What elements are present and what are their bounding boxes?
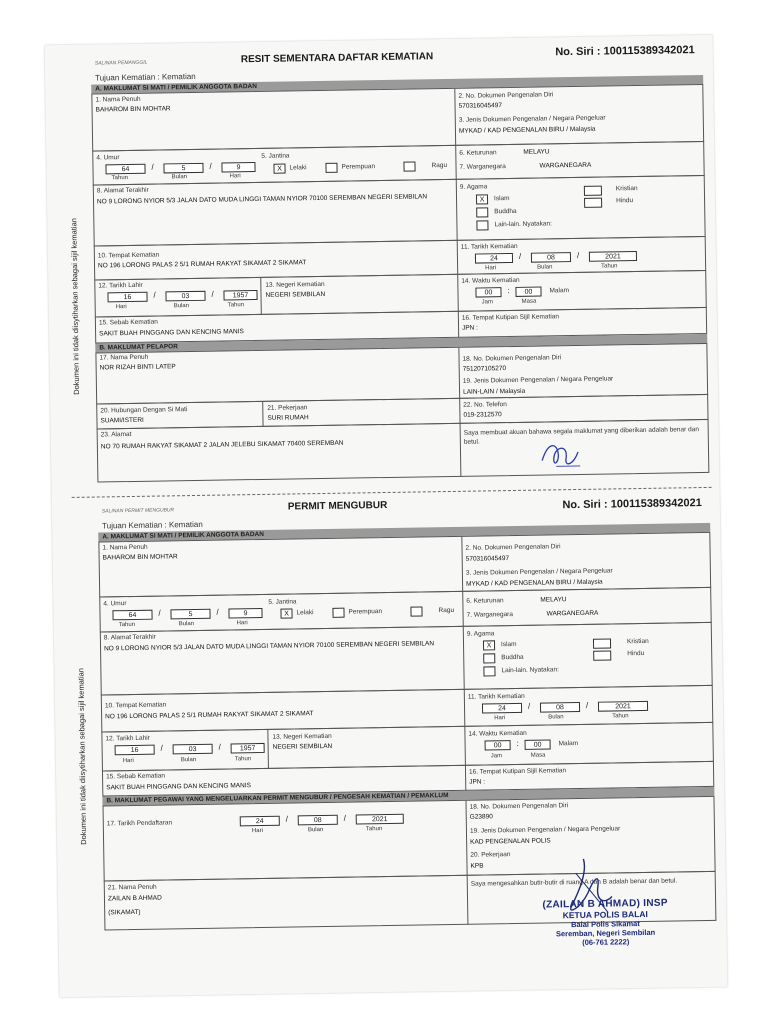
permit-cap-bulan: Bulan — [548, 714, 564, 721]
permit-slash: / — [160, 743, 163, 753]
permit-label-dok: 2. No. Dokumen Pengenalan Diri — [465, 543, 561, 552]
permit-death-place: NO 196 LORONG PALAS 2 5/1 RUMAH RAKYAT SIKAMAT 2 SIKAMAT — [105, 710, 314, 721]
resit-serial-number: No. Siri : 100115389342021 — [555, 44, 695, 59]
permit-divider — [267, 730, 269, 769]
permit-ethnic-cell — [462, 588, 713, 627]
stamp-line-4: Seremban, Negeri Sembilan — [555, 927, 656, 939]
permit-cap-tahun: Tahun — [118, 621, 136, 629]
permit-deceased-address: NO 9 LORONG NYIOR 5/3 JALAN DATO MUDA LINGGI TAMAN NYIOR 70100 SEREMBAN NEGERI SEMBILAN — [103, 640, 435, 653]
permit-checkbox-islam: X — [483, 640, 495, 650]
resit-label-20: 20. Hubungan Dengan Si Mati — [100, 406, 188, 415]
permit-checkbox-perempuan — [332, 608, 344, 618]
resit-label-jantina: 5. Jantina — [261, 152, 290, 160]
permit-label-alamat: 8. Alamat Terakhir — [103, 633, 156, 642]
resit-checkbox-kristian — [584, 186, 602, 196]
resit-death-cause: SAKIT BUAH PINGGANG DAN KENCING MANIS — [99, 328, 244, 338]
permit-label-hindu: Hindu — [627, 649, 645, 658]
permit-jpn: JPN : — [469, 778, 486, 786]
resit-declaration: Saya membuat akuan bahawa segala maklumat yang diberikan adalah benar dan betul. — [463, 426, 699, 446]
resit-death-month: 08 — [531, 252, 571, 263]
resit-cap-bulan: Bulan — [171, 174, 188, 181]
resit-checkbox-lain — [476, 220, 488, 230]
resit-age-months: 5 — [163, 163, 203, 174]
permit-label-agama: 9. Agama — [466, 630, 495, 638]
resit-row-address — [93, 175, 706, 247]
resit-label-dok: 2. No. Dokumen Pengenalan Diri — [458, 91, 554, 100]
resit-label-tempat: 10. Tempat Kematian — [97, 251, 160, 260]
resit-label-21: 21. Pekerjaan — [267, 404, 308, 412]
permit-serial-number: No. Siri : 100115389342021 — [562, 497, 702, 512]
resit-label-waktu: 14. Waktu Kematian — [461, 276, 520, 285]
permit-label-lain: Lain-lain. Nyatakan: — [501, 666, 559, 675]
permit-age-years: 64 — [112, 610, 152, 621]
permit-cap-hari: Hari — [236, 620, 248, 627]
resit-label-22: 22. No. Telefon — [463, 401, 507, 409]
permit-checkbox-kristian — [593, 638, 611, 648]
permit-slash: / — [527, 701, 531, 711]
permit-label-kristian: Kristian — [626, 637, 649, 646]
resit-dob-year: 1957 — [223, 290, 257, 301]
resit-cap-jam: Jam — [481, 299, 494, 306]
permit-label-perempuan: Perempuan — [348, 608, 383, 616]
permit-label-malam: Malam — [558, 740, 579, 748]
permit-cap-hari: Hari — [251, 827, 263, 835]
resit-label-sebab: 15. Sebab Kematian — [98, 318, 158, 327]
permit-slash: / — [343, 813, 347, 823]
resit-occupation: SURI RUMAH — [267, 414, 309, 422]
resit-death-place: NO 196 LORONG PALAS 2 5/1 RUMAH RAKYAT SIKAMAT 2 SIKAMAT — [97, 259, 307, 270]
permit-section-b-bar: B. MAKLUMAT PEGAWAI YANG MENGELUARKAN PERMIT MENGUBUR / PENGESAH KEMATIAN / PEMAKLUM — [102, 787, 714, 806]
permit-checkbox-lain — [483, 666, 495, 676]
permit-checkbox-hindu — [593, 650, 611, 660]
permit-label-nama: 1. Nama Penuh — [102, 543, 148, 552]
permit-section-a-bar: A. MAKLUMAT SI MATI / PEMILIK ANGGOTA BADAN — [98, 523, 710, 542]
permit-cap-masa: Masa — [530, 752, 546, 759]
permit-slash: / — [158, 608, 161, 618]
resit-deceased-name: BAHAROM BIN MOHTAR — [95, 105, 171, 114]
permit-deceased-id: 570316045497 — [465, 555, 510, 563]
resit-age-days: 9 — [221, 162, 255, 173]
permit-death-month: 08 — [540, 702, 580, 713]
permit-cap-hari: Hari — [122, 757, 134, 765]
resit-cap-hari: Hari — [229, 173, 241, 180]
permit-label-ragu: Ragu — [438, 606, 455, 615]
resit-label-17: 17. Nama Penuh — [99, 353, 149, 362]
resit-label-malam: Malam — [549, 287, 570, 295]
permit-label-tempat: 10. Tempat Kematian — [104, 701, 167, 710]
resit-cap-tahun: Tahun — [601, 263, 618, 270]
permit-label-umur: 4. Umur — [103, 600, 127, 608]
permit-officer-occupation: KPB — [470, 862, 484, 870]
permit-checkbox-lelaki: X — [280, 608, 292, 618]
resit-death-year: 2021 — [589, 251, 637, 262]
resit-label-tarikh-lahir: 12. Tarikh Lahir — [98, 281, 143, 290]
permit-label-buddha: Buddha — [501, 653, 524, 662]
permit-tujuan: Tujuan Kematian : Kematian — [102, 519, 203, 531]
permit-slash: / — [285, 814, 289, 824]
permit-verification: Saya mengesahkan butir-butir di ruang A dan B adalah benar dan betul. — [470, 877, 678, 888]
permit-time-minute: 00 — [525, 739, 551, 749]
resit-label-negeri: 13. Negeri Kematian — [265, 280, 325, 289]
permit-death-cause: SAKIT BUAH PINGGANG DAN KENCING MANIS — [106, 782, 251, 792]
resit-label-nama: 1. Nama Penuh — [95, 95, 141, 104]
permit-cap-tahun: Tahun — [612, 713, 629, 720]
resit-jpn: JPN : — [462, 324, 479, 332]
resit-time-hour: 00 — [475, 287, 501, 297]
side-note-top: Dokumen ini tidak diisytiharkan sebagai sijil kematian — [69, 218, 82, 395]
permit-officer-id: G23890 — [469, 813, 493, 821]
resit-checkbox-buddha — [476, 207, 488, 217]
resit-reporter-name: NOR RIZAH BINTI LATEP — [99, 363, 176, 372]
permit-label-negeri: 13. Negeri Kematian — [272, 732, 332, 741]
permit-cap-bulan: Bulan — [307, 827, 324, 834]
resit-label-kristian: Kristian — [615, 185, 638, 193]
permit-age-months: 5 — [170, 609, 210, 620]
permit-checkbox-buddha — [483, 653, 495, 663]
resit-ethnicity: MELAYU — [523, 148, 550, 156]
resit-checkbox-perempuan — [325, 163, 337, 173]
resit-label-lain: Lain-lain. Nyatakan: — [494, 220, 552, 229]
permit-label-waktu: 14. Waktu Kematian — [468, 729, 527, 738]
resit-cap-hari: Hari — [485, 265, 497, 272]
resit-checkbox-ragu — [403, 161, 415, 171]
permit-reg-month: 08 — [298, 815, 338, 826]
resit-citizenship: WARGANEGARA — [539, 161, 592, 170]
resit-label-perempuan: Perempuan — [341, 163, 376, 171]
permit-title: PERMIT MENGUBUR — [287, 499, 388, 513]
resit-label-umur: 4. Umur — [96, 154, 120, 162]
permit-cap-bulan: Bulan — [178, 621, 195, 628]
resit-slash: / — [151, 162, 154, 172]
permit-reg-year: 2021 — [356, 814, 404, 825]
permit-dob-day: 16 — [115, 745, 155, 756]
resit-label-agama: 9. Agama — [459, 183, 488, 191]
permit-label-jantina: 5. Jantina — [268, 598, 297, 606]
permit-label-keturunan: 6. Keturunan — [466, 597, 504, 605]
resit-label-ragu: Ragu — [431, 161, 448, 170]
permit-officer-doc-type: KAD PENGENALAN POLIS — [470, 837, 551, 846]
resit-deceased-doc-type: MYKAD / KAD PENGENALAN BIRU / Malaysia — [458, 125, 596, 135]
permit-copy-label: SALINAN PERMIT MENGUBUR — [101, 507, 175, 515]
resit-cap-bulan: Bulan — [173, 303, 190, 310]
resit-reporter-address: NO 70 RUMAH RAKYAT SIKAMAT 2 JALAN JELEBU SIKAMAT 70400 SEREMBAN — [100, 439, 344, 451]
permit-label-jenis: 3. Jenis Dokumen Pengenalan / Negara Pengeluar — [465, 567, 613, 577]
permit-officer-name: ZAILAN B AHMAD — [107, 894, 162, 903]
permit-label-tarikh-lahir: 12. Tarikh Lahir — [105, 734, 150, 743]
resit-title: RESIT SEMENTARA DAFTAR KEMATIAN — [240, 51, 434, 66]
resit-label-hindu: Hindu — [616, 197, 634, 205]
police-stamp — [500, 897, 711, 948]
resit-reporter-doc-type: LAIN-LAIN / Malaysia — [463, 387, 526, 396]
permit-deceased-name: BAHAROM BIN MOHTAR — [102, 553, 178, 562]
resit-label-jenis: 3. Jenis Dokumen Pengenalan / Negara Pengeluar — [458, 114, 606, 124]
permit-checkbox-ragu — [410, 606, 422, 616]
resit-divider — [260, 278, 262, 315]
permit-slash: / — [218, 742, 221, 752]
permit-officer-location: (SIKAMAT) — [108, 908, 141, 917]
permit-section — [98, 493, 717, 973]
resit-age-years: 64 — [105, 164, 145, 175]
permit-citizenship: WARGANEGARA — [546, 609, 599, 618]
resit-slash: / — [518, 251, 522, 261]
stamp-line-3: Balai Polis Sikamat — [570, 919, 640, 930]
permit-label-islam: Islam — [500, 640, 517, 649]
resit-slash: / — [576, 250, 580, 260]
permit-label-warganegara: 7. Warganegara — [466, 611, 513, 619]
permit-cap-bulan: Bulan — [180, 757, 197, 764]
permit-label-kutipan: 16. Tempat Kutipan Sijil Kematian — [468, 767, 567, 776]
permit-cap-hari: Hari — [494, 715, 506, 722]
document-sheet — [45, 35, 728, 997]
resit-label-kutipan: 16. Tempat Kutipan Sijil Kematian — [461, 313, 560, 322]
resit-kutipan-cell — [458, 308, 708, 338]
resit-label-islam: Islam — [493, 195, 510, 203]
stamp-line-1: (ZAILAN B AHMAD) INSP — [542, 897, 668, 911]
resit-copy-label: SALINAN PEMANGGIL — [94, 59, 148, 67]
resit-cap-hari: Hari — [115, 304, 127, 311]
permit-time-hour: 00 — [485, 740, 511, 750]
resit-divider — [262, 402, 263, 427]
permit-slash: / — [216, 607, 219, 617]
resit-deceased-address: NO 9 LORONG NYIOR 5/3 JALAN DATO MUDA LINGGI TAMAN NYIOR 70100 SEREMBAN NEGERI SEMBILAN — [96, 193, 428, 206]
resit-section — [91, 45, 710, 495]
permit-label-18: 18. No. Dokumen Pengenalan Diri — [469, 802, 569, 811]
permit-slash: / — [585, 700, 589, 710]
permit-label-21: 21. Nama Penuh — [107, 883, 157, 892]
stamp-line-2: KETUA POLIS BALAI — [562, 908, 648, 921]
permit-row-address — [100, 622, 713, 696]
resit-section-a-bar: A. MAKLUMAT SI MATI / PEMILIK ANGGOTA BADAN — [91, 75, 703, 94]
stamp-line-5: (06-761 2222) — [582, 937, 630, 947]
resit-dob-day: 16 — [107, 292, 147, 303]
permit-dob-month: 03 — [173, 744, 213, 755]
permit-dob-year: 1957 — [231, 743, 265, 754]
permit-header — [98, 493, 710, 519]
permit-cap-tahun: Tahun — [234, 756, 252, 763]
resit-colon: : — [507, 286, 510, 296]
resit-phone: 019-2312570 — [463, 411, 502, 419]
resit-reporter-id: 751207105270 — [462, 365, 507, 373]
permit-death-year: 2021 — [598, 701, 648, 712]
reporter-signature — [534, 436, 595, 473]
permit-label-sebab: 15. Sebab Kematian — [106, 772, 166, 781]
resit-label-tarikh-kematian: 11. Tarikh Kematian — [460, 242, 518, 251]
resit-cap-bulan: Bulan — [537, 264, 553, 271]
resit-header — [91, 45, 703, 71]
resit-section-b-bar: B. MAKLUMAT PELAPOR — [95, 334, 707, 353]
permit-label-19: 19. Jenis Dokumen Pengenalan / Negara Pengeluar — [469, 825, 621, 835]
resit-dob-month: 03 — [165, 291, 205, 302]
resit-label-lelaki: Lelaki — [289, 164, 307, 172]
resit-slash: / — [211, 289, 214, 299]
permit-label-lelaki: Lelaki — [296, 609, 314, 617]
resit-relation: SUAMI/ISTERI — [100, 416, 144, 425]
resit-label-alamat: 8. Alamat Terakhir — [96, 186, 149, 195]
permit-colon: : — [516, 738, 519, 748]
permit-deceased-doc-type: MYKAD / KAD PENGENALAN BIRU / Malaysia — [466, 578, 603, 588]
resit-slash: / — [209, 161, 212, 171]
resit-label-warganegara: 7. Warganegara — [459, 163, 506, 171]
resit-checkbox-islam: X — [476, 194, 488, 204]
resit-label-23: 23. Alamat — [100, 430, 132, 439]
resit-death-day: 24 — [475, 253, 513, 264]
resit-death-state: NEGERI SEMBILAN — [265, 290, 326, 299]
permit-ethnicity: MELAYU — [540, 596, 567, 604]
resit-label-buddha: Buddha — [494, 207, 517, 216]
permit-cap-tahun: Tahun — [365, 826, 383, 833]
resit-checkbox-lelaki: X — [273, 164, 285, 174]
resit-cap-tahun: Tahun — [111, 175, 129, 182]
resit-cap-masa: Masa — [521, 298, 537, 305]
permit-death-day: 24 — [482, 703, 522, 714]
resit-label-18: 18. No. Dokumen Pengenalan Diri — [462, 354, 562, 363]
resit-slash: / — [153, 290, 156, 300]
permit-age-days: 9 — [228, 608, 262, 619]
permit-label-17: 17. Tarikh Pendaftaran — [106, 819, 173, 828]
permit-row-registration — [103, 796, 716, 882]
resit-tujuan: Tujuan Kematian : Kematian — [95, 71, 196, 83]
permit-label-tarikh-kematian: 11. Tarikh Kematian — [467, 692, 525, 701]
resit-label-19: 19. Jenis Dokumen Pengenalan / Negara Pengeluar — [462, 375, 614, 385]
side-note-bottom: Dokumen ini tidak diisytiharkan sebagai sijil kematian — [76, 667, 89, 845]
permit-label-20: 20. Pekerjaan — [470, 851, 511, 859]
resit-time-minute: 00 — [515, 287, 541, 297]
permit-cap-jam: Jam — [490, 753, 503, 760]
resit-label-keturunan: 6. Keturunan — [459, 149, 497, 157]
permit-reg-day: 24 — [240, 816, 280, 827]
permit-death-state: NEGERI SEMBILAN — [272, 742, 333, 751]
resit-checkbox-hindu — [584, 198, 602, 208]
resit-cap-tahun: Tahun — [227, 302, 245, 309]
resit-deceased-id: 570316045497 — [458, 102, 503, 110]
